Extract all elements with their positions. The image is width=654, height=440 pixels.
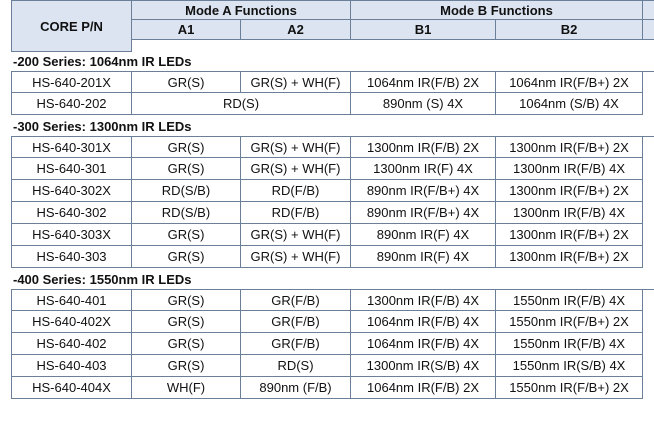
section-title: -200 Series: 1064nm IR LEDs bbox=[13, 54, 192, 69]
a2-cell: GR(S) + WH(F) bbox=[241, 246, 351, 268]
b2-cell: 1550nm IR(S/B) 4X bbox=[496, 355, 643, 377]
a2-cell: RD(F/B) bbox=[241, 202, 351, 224]
a1-cell: GR(S) bbox=[132, 71, 241, 93]
section-group bbox=[11, 71, 654, 115]
core-pn-cell: HS-640-303 bbox=[11, 246, 132, 268]
b2-cell: 1300nm IR(F/B+) 2X bbox=[496, 136, 643, 158]
table-header bbox=[11, 0, 654, 52]
overflow-cell bbox=[643, 136, 654, 158]
b1-cell: 1300nm IR(F/B) 2X bbox=[351, 136, 496, 158]
core-pn-cell: HS-640-403 bbox=[11, 355, 132, 377]
core-pn-cell: HS-640-201X bbox=[11, 71, 132, 93]
section-group bbox=[11, 289, 654, 399]
b1-header: B1 bbox=[351, 20, 496, 40]
a2-cell: GR(F/B) bbox=[241, 289, 351, 311]
table-row bbox=[11, 136, 654, 158]
overflow-cell bbox=[643, 224, 654, 246]
b1-cell: 1064nm IR(F/B) 2X bbox=[351, 71, 496, 93]
section-title: -400 Series: 1550nm IR LEDs bbox=[13, 272, 192, 287]
table-row bbox=[11, 311, 654, 333]
b1-cell: 1064nm IR(F/B) 2X bbox=[351, 377, 496, 399]
table-row bbox=[11, 224, 654, 246]
a1-cell: GR(S) bbox=[132, 158, 241, 180]
overflow-cell bbox=[643, 377, 654, 399]
overflow-cell bbox=[643, 246, 654, 268]
table-row bbox=[11, 355, 654, 377]
b2-cell: 1550nm IR(F/B+) 2X bbox=[496, 377, 643, 399]
core-pn-cell: HS-640-202 bbox=[11, 93, 132, 115]
core-pn-header: CORE P/N bbox=[11, 0, 132, 52]
core-pn-cell: HS-640-402X bbox=[11, 311, 132, 333]
overflow-cell bbox=[643, 202, 654, 224]
b2-cell: 1550nm IR(F/B) 4X bbox=[496, 333, 643, 355]
core-pn-cell: HS-640-303X bbox=[11, 224, 132, 246]
a1-cell: GR(S) bbox=[132, 355, 241, 377]
core-pn-cell: HS-640-302 bbox=[11, 202, 132, 224]
a1-cell: GR(S) bbox=[132, 246, 241, 268]
overflow-cell bbox=[643, 158, 654, 180]
b1-cell: 1064nm IR(F/B) 4X bbox=[351, 333, 496, 355]
table-row bbox=[11, 180, 654, 202]
table-body bbox=[11, 52, 654, 399]
table-row bbox=[11, 377, 654, 399]
b2-cell: 1300nm IR(F/B+) 2X bbox=[496, 224, 643, 246]
a2-cell: GR(S) + WH(F) bbox=[241, 158, 351, 180]
a1-cell: GR(S) bbox=[132, 333, 241, 355]
a2-cell: GR(F/B) bbox=[241, 333, 351, 355]
a2-cell: RD(F/B) bbox=[241, 180, 351, 202]
a1-cell: GR(S) bbox=[132, 311, 241, 333]
mode-a-header: Mode A Functions bbox=[132, 0, 351, 20]
overflow-cell bbox=[643, 93, 654, 115]
table-row bbox=[11, 93, 654, 115]
overflow-cell bbox=[643, 289, 654, 311]
b1-cell: 1064nm IR(F/B) 4X bbox=[351, 311, 496, 333]
b2-cell: 1300nm IR(F/B+) 2X bbox=[496, 246, 643, 268]
b1-cell: 1300nm IR(F/B) 4X bbox=[351, 289, 496, 311]
overflow-cell bbox=[643, 311, 654, 333]
section-group bbox=[11, 136, 654, 268]
core-pn-cell: HS-640-302X bbox=[11, 180, 132, 202]
a2-cell: GR(S) + WH(F) bbox=[241, 136, 351, 158]
table-row bbox=[11, 246, 654, 268]
a2-cell: GR(F/B) bbox=[241, 311, 351, 333]
a1-cell: RD(S/B) bbox=[132, 180, 241, 202]
a1-header: A1 bbox=[132, 20, 241, 40]
overflow-cell bbox=[643, 355, 654, 377]
b2-cell: 1300nm IR(F/B) 4X bbox=[496, 158, 643, 180]
a1-cell: RD(S) bbox=[132, 93, 351, 115]
b1-cell: 1300nm IR(S/B) 4X bbox=[351, 355, 496, 377]
product-table bbox=[11, 0, 654, 399]
a2-cell: 890nm (F/B) bbox=[241, 377, 351, 399]
a2-header: A2 bbox=[241, 20, 351, 40]
header-overflow-cell bbox=[643, 20, 654, 40]
core-pn-cell: HS-640-404X bbox=[11, 377, 132, 399]
b2-header: B2 bbox=[496, 20, 643, 40]
a1-cell: GR(S) bbox=[132, 289, 241, 311]
b2-cell: 1064nm IR(F/B+) 2X bbox=[496, 71, 643, 93]
a1-cell: RD(S/B) bbox=[132, 202, 241, 224]
section-title: -300 Series: 1300nm IR LEDs bbox=[13, 119, 192, 134]
overflow-cell bbox=[643, 333, 654, 355]
b1-cell: 1300nm IR(F) 4X bbox=[351, 158, 496, 180]
table-row bbox=[11, 71, 654, 93]
b1-cell: 890nm IR(F) 4X bbox=[351, 224, 496, 246]
table-row bbox=[11, 202, 654, 224]
b2-cell: 1550nm IR(F/B+) 2X bbox=[496, 311, 643, 333]
core-pn-cell: HS-640-401 bbox=[11, 289, 132, 311]
mode-b-header: Mode B Functions bbox=[351, 0, 643, 20]
overflow-cell bbox=[643, 180, 654, 202]
a2-cell: GR(S) + WH(F) bbox=[241, 224, 351, 246]
core-pn-cell: HS-640-301X bbox=[11, 136, 132, 158]
b2-cell: 1064nm (S/B) 4X bbox=[496, 93, 643, 115]
a1-cell: GR(S) bbox=[132, 224, 241, 246]
a1-cell: WH(F) bbox=[132, 377, 241, 399]
b2-cell: 1300nm IR(F/B+) 2X bbox=[496, 180, 643, 202]
table-row bbox=[11, 289, 654, 311]
core-pn-cell: HS-640-402 bbox=[11, 333, 132, 355]
core-pn-cell: HS-640-301 bbox=[11, 158, 132, 180]
a2-cell: GR(S) + WH(F) bbox=[241, 71, 351, 93]
overflow-cell bbox=[643, 71, 654, 93]
b1-cell: 890nm (S) 4X bbox=[351, 93, 496, 115]
b1-cell: 890nm IR(F) 4X bbox=[351, 246, 496, 268]
a1-cell: GR(S) bbox=[132, 136, 241, 158]
b2-cell: 1550nm IR(F/B) 4X bbox=[496, 289, 643, 311]
b1-cell: 890nm IR(F/B+) 4X bbox=[351, 180, 496, 202]
table-row bbox=[11, 158, 654, 180]
header-overflow-cell bbox=[643, 0, 654, 20]
b1-cell: 890nm IR(F/B+) 4X bbox=[351, 202, 496, 224]
table-row bbox=[11, 333, 654, 355]
b2-cell: 1300nm IR(F/B) 4X bbox=[496, 202, 643, 224]
a2-cell: RD(S) bbox=[241, 355, 351, 377]
